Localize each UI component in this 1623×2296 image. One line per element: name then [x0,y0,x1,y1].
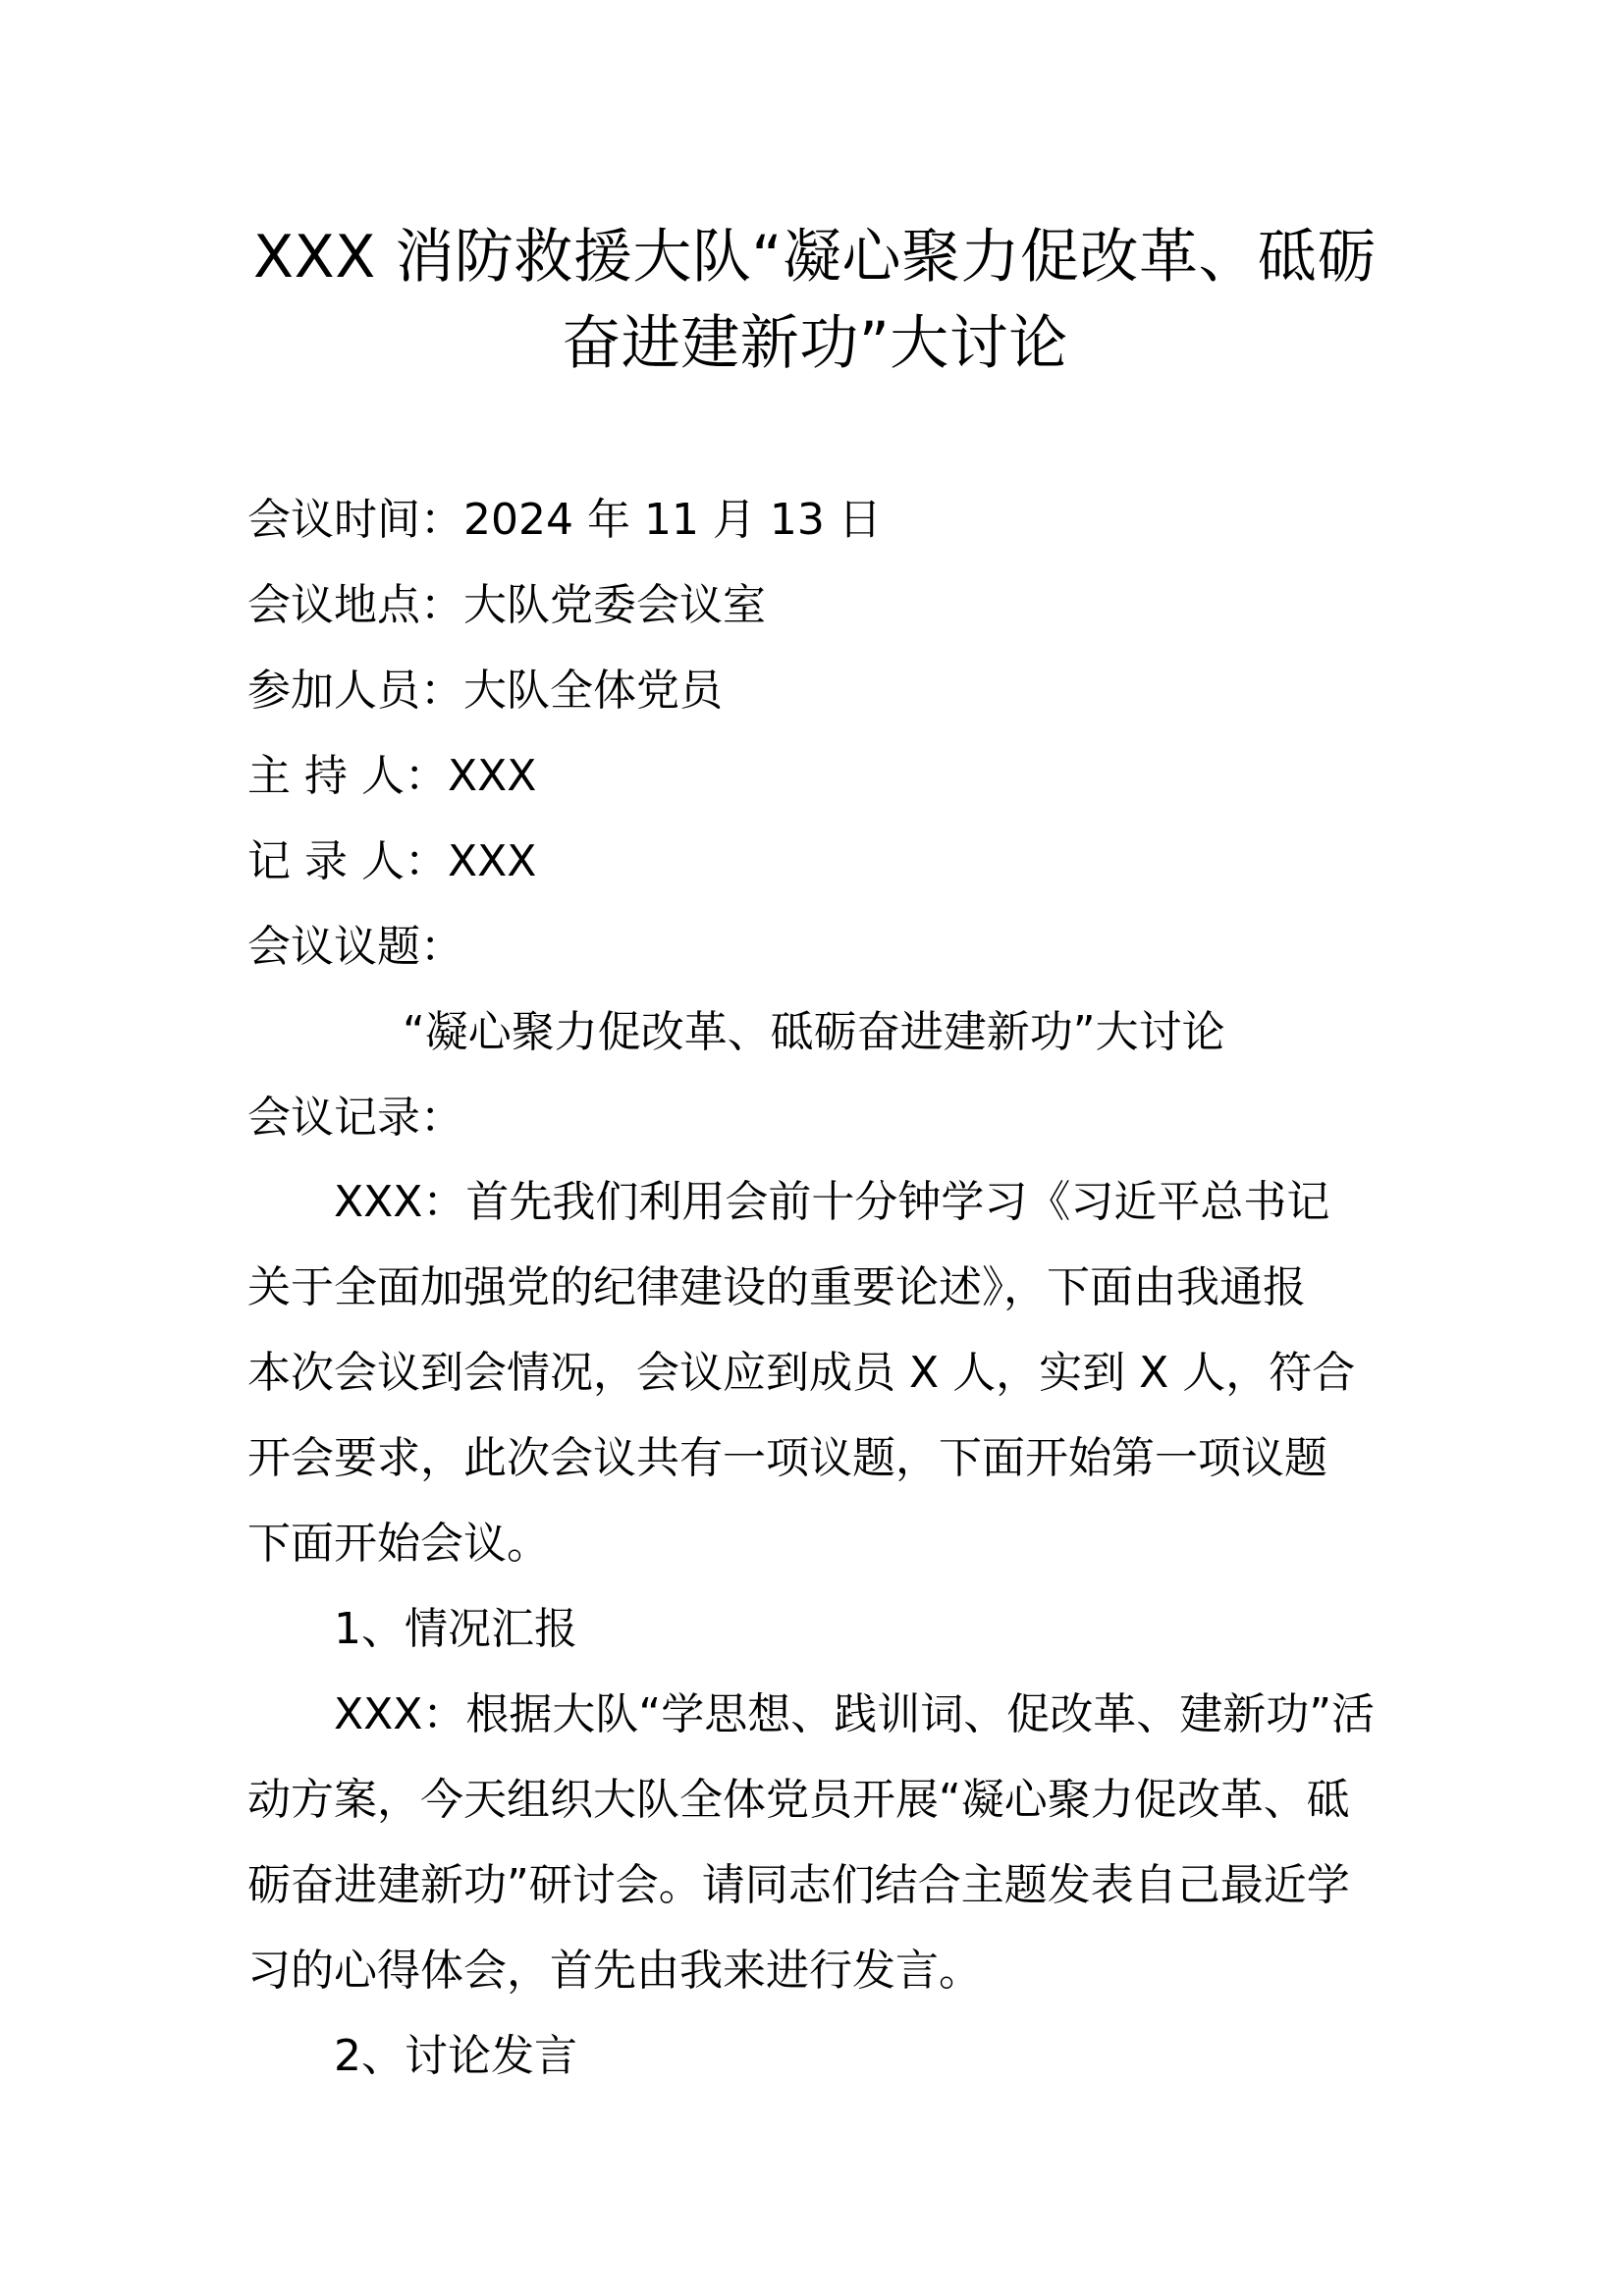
section-heading-2: 2、讨论发言 [334,2031,577,2081]
title-line-2: 奋进建新功”大讨论 [562,309,1068,378]
paragraph-opening [247,1159,1396,1586]
paragraph-line: 关于全面加强党的纪律建设的重要论述》，下面由我通报 [247,1262,1306,1312]
meeting-place: 会议地点：大队党委会议室 [247,580,766,630]
document-title [245,214,1384,387]
title-line-1: XXX 消防救援大队“凝心聚力促改革、砥砺 [253,223,1377,292]
section-heading-1: 1、情况汇报 [334,1604,577,1654]
paragraph-line: 开会要求，此次会议共有一项议题，下面开始第一项议题 [247,1433,1327,1483]
paragraph-report [247,1672,1396,2013]
paragraph-line: 本次会议到会情况，会议应到成员 X 人，实到 X 人，符合 [247,1348,1356,1398]
paragraph-line: XXX：根据大队“学思想、践训词、促改革、建新功”活 [334,1689,1376,1739]
paragraph-line: 砺奋进建新功”研讨会。请同志们结合主题发表自己最近学 [247,1860,1350,1910]
paragraph-line: 动方案，今天组织大队全体党员开展“凝心聚力促改革、砥 [247,1775,1350,1825]
meeting-record [247,1159,1396,2099]
host: 主 持 人：XXX [247,751,537,801]
meeting-time: 会议时间：2024 年 11 月 13 日 [247,495,882,545]
recorder: 记 录 人：XXX [247,836,537,886]
paragraph-line: 习的心得体会，首先由我来进行发言。 [247,1946,982,1996]
topic-text: “凝心聚力促改革、砥砺奋进建新功”大讨论 [403,1007,1225,1057]
meeting-info [247,477,1386,1160]
topic-label: 会议议题： [247,922,463,972]
participants: 参加人员：大队全体党员 [247,666,723,716]
paragraph-line: XXX：首先我们利用会前十分钟学习《习近平总书记 [334,1177,1330,1227]
paragraph-line: 下面开始会议。 [247,1519,550,1569]
record-label: 会议记录： [247,1093,463,1143]
